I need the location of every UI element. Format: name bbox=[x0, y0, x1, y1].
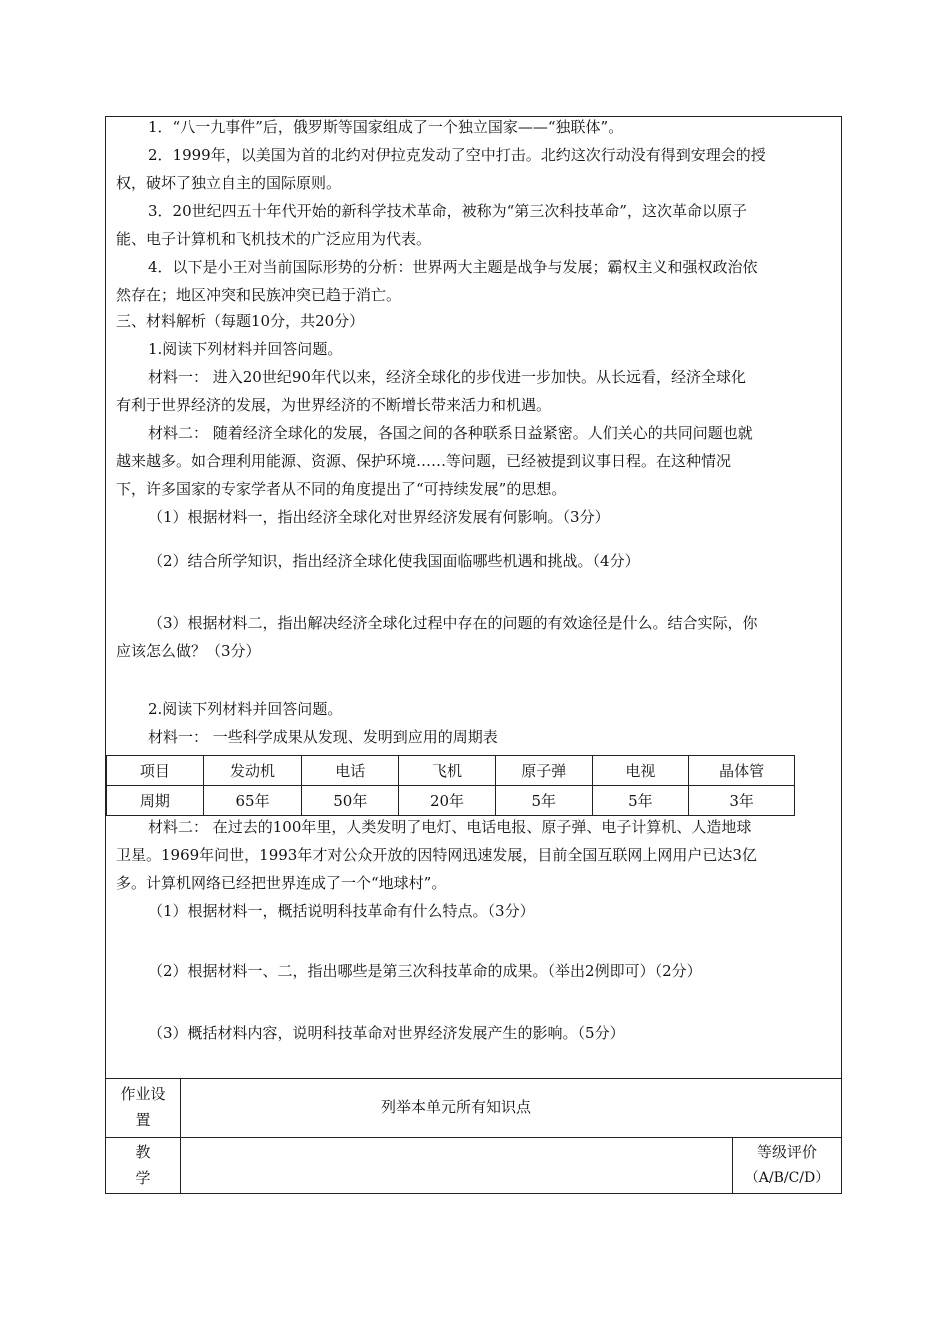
q2-question-2: （2）根据材料一、二，指出哪些是第三次科技革命的成果。（举出2例即可）（2分） bbox=[148, 962, 702, 980]
homework-content: 列举本单元所有知识点 bbox=[380, 1098, 531, 1116]
table-cell: 5年 bbox=[495, 786, 592, 816]
q2-material2-line2: 卫星。1969年问世，1993年才对公众开放的因特网迅速发展，目前全国互联网上网用户已达3亿 bbox=[116, 846, 757, 864]
table-cell: 发动机 bbox=[203, 756, 302, 786]
q1-material2-line2: 越来越多。如合理利用能源、资源、保护环境……等问题，已经被提到议事日程。在这种情况 bbox=[116, 452, 732, 470]
q1-question-1: （1）根据材料一，指出经济全球化对世界经济发展有何影响。（3分） bbox=[148, 508, 610, 526]
q1-material1-line2: 有利于世界经济的发展，为世界经济的不断增长带来活力和机遇。 bbox=[116, 396, 552, 414]
table-row bbox=[107, 756, 795, 786]
q1-material2-line3: 下，许多国家的专家学者从不同的角度提出了“可持续发展”的思想。 bbox=[116, 480, 567, 498]
q1-question-2: （2）结合所学知识，指出经济全球化使我国面临哪些机遇和挑战。（4分） bbox=[148, 552, 640, 570]
table-cell: 65年 bbox=[203, 786, 302, 816]
grade-evaluation: 等级评价 （A/B/C/D） bbox=[744, 1143, 830, 1186]
discovery-period-table bbox=[106, 755, 795, 816]
table-cell: 5年 bbox=[592, 786, 689, 816]
section-heading: 三、材料解析（每题10分，共20分） bbox=[116, 312, 365, 330]
q1-question-3-line2: 应该怎么做？（3分） bbox=[116, 642, 261, 660]
q2-material2-line3: 多。计算机网络已经把世界连成了一个“地球村”。 bbox=[116, 874, 447, 892]
q2-material2-line1: 材料二： 在过去的100年里，人类发明了电灯、电话电报、原子弹、电子计算机、人造地球 bbox=[148, 818, 752, 836]
teaching-label: 教 学 bbox=[135, 1143, 151, 1187]
statement-1: 1．“八一九事件”后，俄罗斯等国家组成了一个独立国家——“独联体”。 bbox=[148, 118, 624, 136]
table-row bbox=[107, 786, 795, 816]
q1-question-3-line1: （3）根据材料二，指出解决经济全球化过程中存在的问题的有效途径是什么。结合实际，你 bbox=[148, 614, 758, 632]
statement-3: 3．20世纪四五十年代开始的新科学技术革命，被称为“第三次科技革命”，这次革命以原子 bbox=[148, 202, 747, 220]
table-cell: 晶体管 bbox=[689, 756, 795, 786]
divider bbox=[106, 1078, 841, 1079]
table-cell: 50年 bbox=[302, 786, 399, 816]
table-cell: 周期 bbox=[107, 786, 204, 816]
q1-material2-line1: 材料二： 随着经济全球化的发展，各国之间的各种联系日益紧密。人们关心的共同问题也就 bbox=[148, 424, 753, 442]
table-cell: 飞机 bbox=[399, 756, 496, 786]
q2-material1: 材料一： 一些科学成果从发现、发明到应用的周期表 bbox=[148, 728, 498, 746]
table-cell: 20年 bbox=[399, 786, 496, 816]
q1-material1-line1: 材料一： 进入20世纪90年代以来，经济全球化的步伐进一步加快。从长远看，经济全球化 bbox=[148, 368, 746, 386]
worksheet-frame bbox=[105, 116, 842, 1194]
divider bbox=[106, 1137, 841, 1138]
statement-2-cont: 权，破坏了独立自主的国际原则。 bbox=[116, 174, 342, 192]
table-cell: 电视 bbox=[592, 756, 689, 786]
q2-question-1: （1）根据材料一，概括说明科技革命有什么特点。（3分） bbox=[148, 902, 535, 920]
table-cell: 电话 bbox=[302, 756, 399, 786]
statement-4-cont: 然存在；地区冲突和民族冲突已趋于消亡。 bbox=[116, 286, 402, 304]
statement-2: 2．1999年，以美国为首的北约对伊拉克发动了空中打击。北约这次行动没有得到安理会的授 bbox=[148, 146, 766, 164]
table-cell: 3年 bbox=[689, 786, 795, 816]
q2-question-3: （3）概括材料内容，说明科技革命对世界经济发展产生的影响。（5分） bbox=[148, 1024, 625, 1042]
table-cell: 项目 bbox=[107, 756, 204, 786]
homework-label: 作业设 置 bbox=[120, 1085, 166, 1129]
statement-3-cont: 能、电子计算机和飞机技术的广泛应用为代表。 bbox=[116, 230, 432, 248]
q1-intro: 1.阅读下列材料并回答问题。 bbox=[148, 340, 343, 358]
statement-4: 4．以下是小王对当前国际形势的分析：世界两大主题是战争与发展；霸权主义和强权政治依 bbox=[148, 258, 758, 276]
table-cell: 原子弹 bbox=[495, 756, 592, 786]
q2-intro: 2.阅读下列材料并回答问题。 bbox=[148, 700, 343, 718]
